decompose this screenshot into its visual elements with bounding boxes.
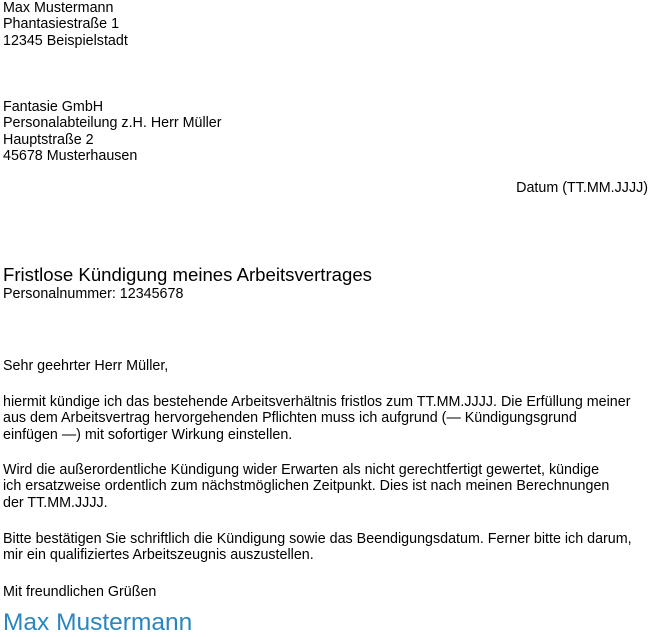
salutation: Sehr geehrter Herr Müller, [3,358,169,374]
recipient-address [3,99,222,165]
sender-address [3,0,128,49]
paragraph-line: aus dem Arbeitsvertrag hervorgehenden Pflichten muss ich aufgrund (— Kündigungsgrund [3,410,577,427]
signature: Max Mustermann [3,609,193,636]
closing-phrase: Mit freundlichen Grüßen [3,584,157,600]
sender-city: 12345 Beispielstadt [3,32,128,49]
body-paragraph [3,462,651,511]
recipient-department: Personalabteilung z.H. Herr Müller [3,115,222,132]
paragraph-line: der TT.MM.JJJJ. [3,494,108,511]
paragraph-line: einfügen —) mit sofortiger Wirkung einstellen. [3,426,293,443]
sender-street: Phantasiestraße 1 [3,16,120,33]
paragraph-line: ich ersatzweise ordentlich zum nächstmöglichen Zeitpunkt. Dies ist nach meinen Berechnungen [3,478,610,495]
paragraph-line: mir ein qualifiziertes Arbeitszeugnis auszustellen. [3,547,314,564]
recipient-street: Hauptstraße 2 [3,131,94,148]
recipient-company: Fantasie GmbH [3,99,104,115]
paragraph-line: Bitte bestätigen Sie schriftlich die Kündigung sowie das Beendigungsdatum. Ferner bitte ich darum, [3,531,632,547]
personnel-number: Personalnummer: 12345678 [3,286,184,302]
paragraph-line: Wird die außerordentliche Kündigung wider Erwarten als nicht gerechtfertigt gewertet, kündige [3,462,600,478]
letter-date: Datum (TT.MM.JJJJ) [516,180,648,196]
sender-name: Max Mustermann [3,0,114,16]
body-paragraph [3,531,651,564]
recipient-city: 45678 Musterhausen [3,148,138,165]
body-paragraph [3,394,651,443]
subject-line: Fristlose Kündigung meines Arbeitsvertrages [3,264,372,285]
paragraph-line: hiermit kündige ich das bestehende Arbeitsverhältnis fristlos zum TT.MM.JJJJ. Die Erfüllung meiner [3,394,631,410]
